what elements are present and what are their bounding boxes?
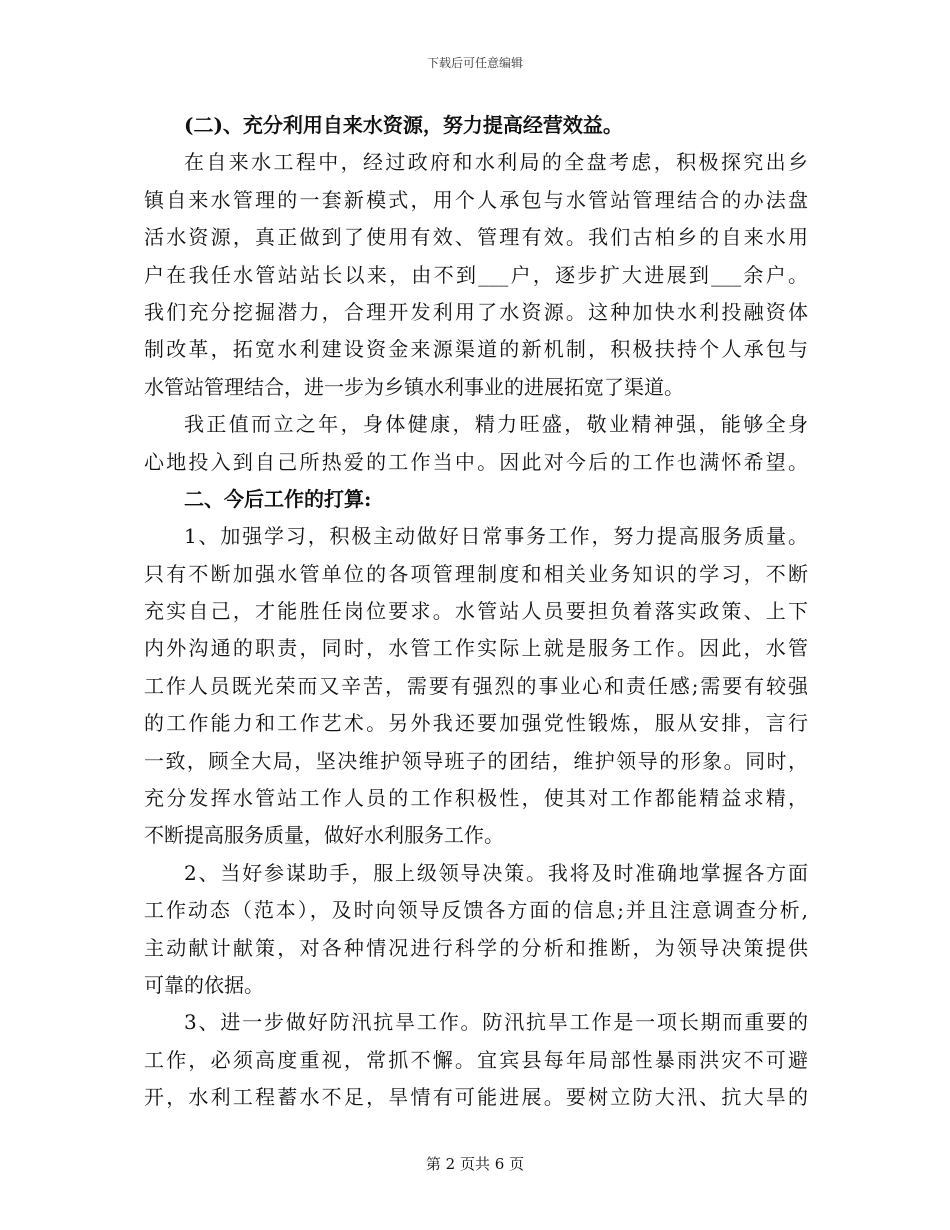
page-header: 下载后可任意编辑: [426, 56, 523, 70]
text-line: 我正值而立之年，身体健康，精力旺盛，敬业精神强，能够全身: [184, 412, 808, 437]
text-line: 在自来水工程中，经过政府和水利局的全盘考虑，积极探究出乡: [184, 150, 808, 175]
page-footer: 第 2 页共 6 页: [425, 1155, 525, 1173]
document-body: [144, 107, 808, 1117]
text-line: 镇自来水管理的一套新模式，用个人承包与水管站管理结合的办法盘: [144, 187, 808, 212]
text-line: 工作人员既光荣而又辛苦，需要有强烈的事业心和责任感;需要有较强: [144, 673, 808, 698]
text-line: 1、加强学习，积极主动做好日常事务工作，努力提高服务质量。: [184, 524, 808, 549]
text-line: 充分发挥水管站工作人员的工作积极性，使其对工作都能精益求精，: [144, 786, 808, 811]
text-line: 不断提高服务质量，做好水利服务工作。: [144, 823, 504, 848]
text-line: 我们充分挖掘潜力，合理开发利用了水资源。这种加快水利投融资体: [144, 299, 808, 324]
text-line: 心地投入到自己所热爱的工作当中。因此对今后的工作也满怀希望。: [144, 449, 808, 474]
text-line: 内外沟通的职责，同时，水管工作实际上就是服务工作。因此，水管: [144, 636, 808, 661]
section-heading: 二、今后工作的打算:: [184, 486, 372, 511]
text-line: 工作，必须高度重视，常抓不懈。宜宾县每年局部性暴雨洪灾不可避: [144, 1047, 808, 1072]
text-line: 活水资源，真正做到了使用有效、管理有效。我们古柏乡的自来水用: [144, 225, 808, 250]
text-line: 一致，顾全大局，坚决维护领导班子的团结，维护领导的形象。同时，: [144, 748, 808, 773]
text-line: 工作动态（范本），及时向领导反馈各方面的信息;并且注意调查分析,: [144, 898, 808, 923]
text-line: 只有不断加强水管单位的各项管理制度和相关业务知识的学习，不断: [144, 561, 808, 586]
text-line: 2、当好参谋助手，服上级领导决策。我将及时准确地掌握各方面: [184, 860, 808, 885]
text-line: 开，水利工程蓄水不足，旱情有可能进展。要树立防大汛、抗大旱的: [144, 1085, 808, 1110]
text-line: 充实自己，才能胜任岗位要求。水管站人员要担负着落实政策、上下: [144, 599, 808, 624]
text-line: 户在我任水管站站长以来，由不到___户，逐步扩大进展到___余户。: [144, 262, 808, 287]
section-heading: (二)、充分利用自来水资源，努力提高经营效益。: [184, 113, 623, 137]
text-line: 可靠的依据。: [144, 972, 264, 997]
text-line: 3、进一步做好防汛抗旱工作。防汛抗旱工作是一项长期而重要的: [184, 1010, 808, 1035]
text-line: 制改革，拓宽水利建设资金来源渠道的新机制，积极扶持个人承包与: [144, 337, 808, 362]
text-line: 的工作能力和工作艺术。另外我还要加强党性锻炼，服从安排，言行: [144, 711, 808, 736]
text-line: 水管站管理结合，进一步为乡镇水利事业的进展拓宽了渠道。: [144, 374, 684, 399]
text-line: 主动献计献策，对各种情况进行科学的分析和推断，为领导决策提供: [144, 935, 808, 960]
